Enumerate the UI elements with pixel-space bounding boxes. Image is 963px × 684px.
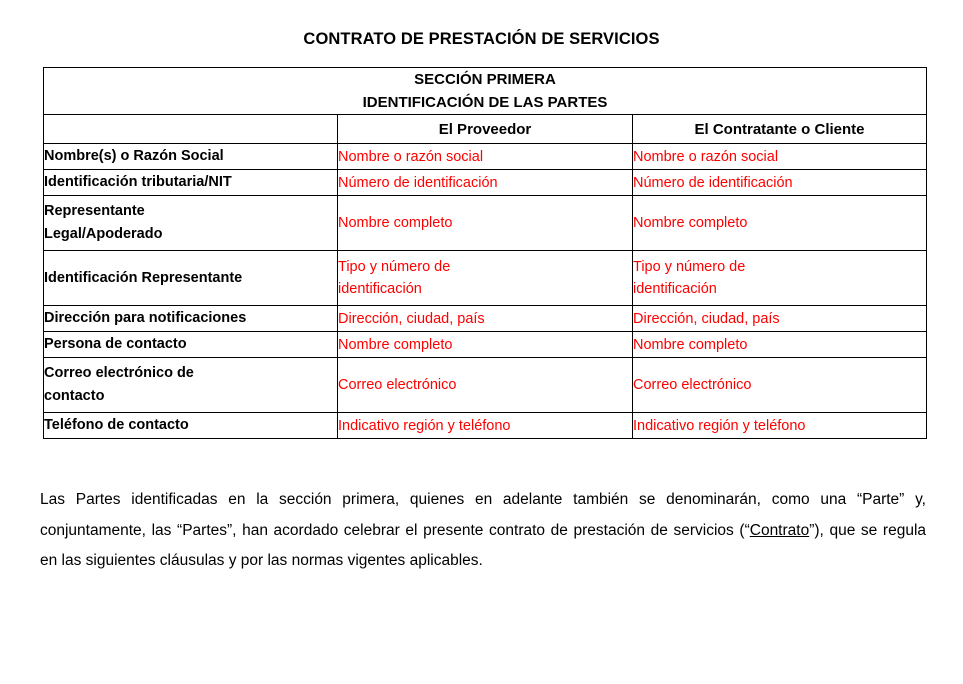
row-label-cell-line-1: Representante [44,203,145,220]
section-banner-row [44,67,927,115]
table-row [44,170,927,196]
client-value-cell [633,196,927,251]
row-label-cell [44,306,338,332]
row-label-cell-line-2: Legal/Apoderado [44,226,163,243]
table-row [44,144,927,170]
client-value-cell [633,251,927,306]
provider-value-cell-line-1: Correo electrónico [338,377,457,394]
row-label-cell [44,251,338,306]
client-value-cell-line-1: Nombre completo [633,336,748,353]
row-label-cell-line-1: Dirección para notificaciones [44,310,247,327]
intro-paragraph [40,485,926,576]
row-label-cell-line-1: Nombre(s) o Razón Social [44,148,224,165]
contrato-defined-term: Contrato [749,521,810,539]
provider-value-cell-line-1: Número de identificación [338,174,498,191]
client-value-cell-line-1: Número de identificación [633,174,793,191]
client-value-cell [633,170,927,196]
row-label-cell [44,413,338,439]
client-value-cell [633,413,927,439]
section-banner-line-2: IDENTIFICACIÓN DE LAS PARTES [362,94,608,112]
provider-value-cell [338,358,633,413]
client-value-cell [633,306,927,332]
column-header-provider: El Proveedor [338,115,633,144]
client-value-cell-line-2: identificación [633,281,717,298]
provider-value-cell [338,144,633,170]
row-label-cell-line-1: Correo electrónico de [44,365,194,382]
provider-value-cell-line-1: Dirección, ciudad, país [338,310,485,327]
section-banner-cell [44,67,927,115]
parties-table-container [0,50,963,440]
table-row [44,358,927,413]
provider-value-cell-line-2: identificación [338,281,422,298]
table-row [44,306,927,332]
row-label-cell [44,196,338,251]
row-label-cell-line-1: Identificación Representante [44,269,243,286]
row-label-cell [44,332,338,358]
table-row [44,413,927,439]
provider-value-cell [338,196,633,251]
row-label-cell-line-1: Persona de contacto [44,336,187,353]
provider-value-cell-line-1: Nombre completo [338,336,453,353]
intro-paragraph-part-1: Las Partes identificadas en la sección primera, quienes en adelante también se denominarán, como una “Parte” y, conjuntamente, las “Partes”, han acordado celebrar el presente contrato de prestación de servicios (“ [40,491,926,539]
intro-paragraph-part-2: ”), que se regula en las siguientes cláusulas y por las normas vigentes aplicables. [40,521,927,569]
client-value-cell-line-1: Correo electrónico [633,377,752,394]
column-header-label [44,115,338,144]
provider-value-cell [338,170,633,196]
provider-value-cell-line-1: Indicativo región y teléfono [338,417,511,434]
intro-paragraph-container [0,439,963,576]
column-header-row [44,115,927,144]
row-label-cell-line-1: Teléfono de contacto [44,417,189,434]
provider-value-cell [338,306,633,332]
row-label-cell [44,358,338,413]
table-row [44,196,927,251]
table-row [44,332,927,358]
provider-value-cell [338,413,633,439]
table-body [44,144,927,439]
client-value-cell-line-1: Nombre completo [633,215,748,232]
table-header [44,67,927,144]
page-title: CONTRATO DE PRESTACIÓN DE SERVICIOS [303,30,660,48]
provider-value-cell-line-1: Nombre o razón social [338,148,484,165]
row-label-cell-line-2: contacto [44,388,105,405]
provider-value-cell-line-1: Nombre completo [338,215,453,232]
client-value-cell-line-1: Tipo y número de [633,258,746,275]
client-value-cell [633,144,927,170]
row-label-cell [44,144,338,170]
client-value-cell [633,358,927,413]
provider-value-cell [338,251,633,306]
row-label-cell-line-1: Identificación tributaria/NIT [44,174,232,191]
table-row [44,251,927,306]
provider-value-cell [338,332,633,358]
parties-identification-table [43,67,927,440]
client-value-cell-line-1: Indicativo región y teléfono [633,417,806,434]
client-value-cell-line-1: Nombre o razón social [633,148,779,165]
provider-value-cell-line-1: Tipo y número de [338,258,451,275]
section-banner-line-1: SECCIÓN PRIMERA [414,70,556,88]
client-value-cell-line-1: Dirección, ciudad, país [633,310,780,327]
row-label-cell [44,170,338,196]
column-header-client: El Contratante o Cliente [633,115,927,144]
client-value-cell [633,332,927,358]
